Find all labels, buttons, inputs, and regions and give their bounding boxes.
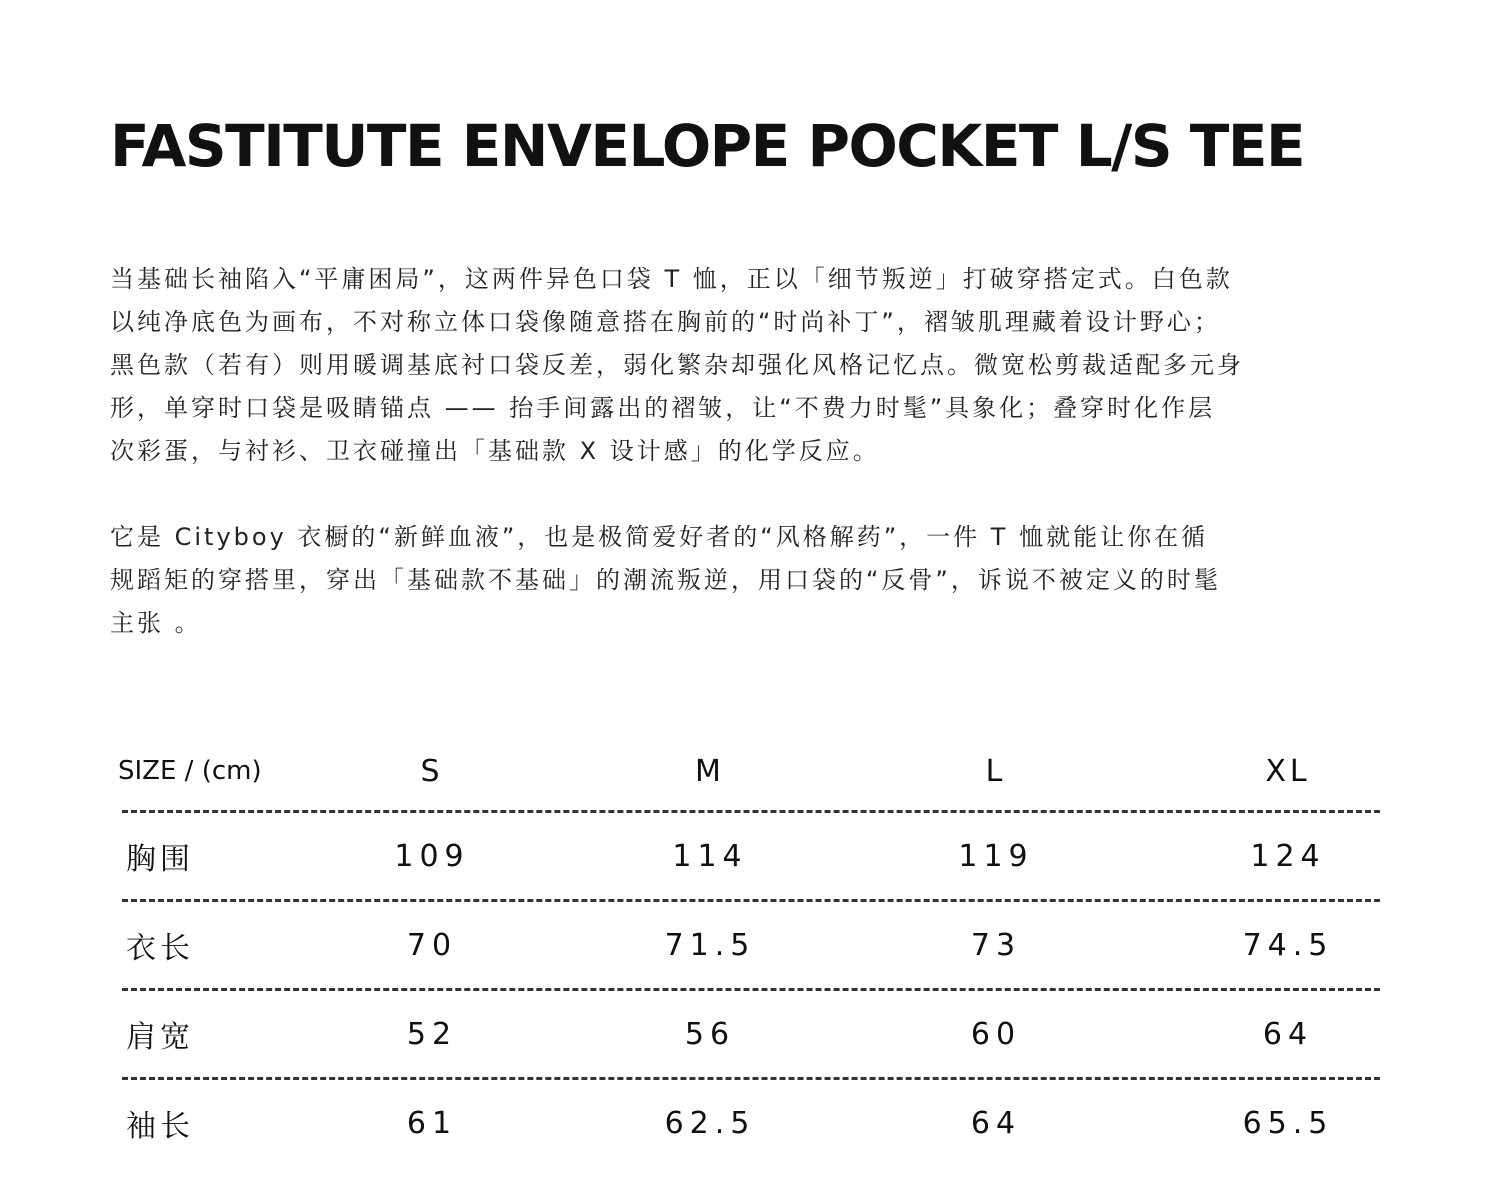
description-line: 规蹈矩的穿搭里，穿出「基础款不基础」的潮流叛逆，用口袋的“反骨”，诉说不被定义的时髦 xyxy=(110,566,1221,594)
table-cell: 114 xyxy=(672,838,748,874)
table-cell: 109 xyxy=(394,838,470,874)
size-header-m: M xyxy=(695,753,725,789)
size-unit-label: SIZE / (cm) xyxy=(118,756,262,786)
size-header-l: L xyxy=(985,753,1007,789)
table-row-chest xyxy=(110,813,1380,899)
table-cell: 60 xyxy=(970,1016,1022,1052)
table-row-shoulder xyxy=(110,991,1380,1077)
table-cell: 74.5 xyxy=(1242,927,1334,963)
description-line: 它是 Cityboy 衣橱的“新鲜血液”，也是极简爱好者的“风格解药”，一件 T 恤就能让你在循 xyxy=(110,523,1209,551)
row-label: 衣长 xyxy=(126,931,194,966)
product-title: FASTITUTE ENVELOPE POCKET L/S TEE xyxy=(110,112,1305,180)
table-row-length xyxy=(110,902,1380,988)
table-cell: 124 xyxy=(1250,838,1326,874)
description-paragraph-1 xyxy=(110,258,1400,473)
size-chart xyxy=(110,732,1380,1166)
description-line: 主张 。 xyxy=(110,609,202,637)
table-cell: 62.5 xyxy=(664,1105,756,1141)
table-cell: 73 xyxy=(970,927,1022,963)
table-row-sleeve xyxy=(110,1080,1380,1166)
table-cell: 61 xyxy=(406,1105,458,1141)
table-cell: 64 xyxy=(1262,1016,1314,1052)
description-line: 次彩蛋，与衬衫、卫衣碰撞出「基础款 X 设计感」的化学反应。 xyxy=(110,437,880,465)
row-label: 袖长 xyxy=(126,1109,194,1144)
table-cell: 65.5 xyxy=(1242,1105,1334,1141)
table-cell: 71.5 xyxy=(664,927,756,963)
size-header-xl: XL xyxy=(1265,753,1311,789)
description-line: 当基础长袖陷入“平庸困局”，这两件异色口袋 T 恤，正以「细节叛逆」打破穿搭定式。白色款 xyxy=(110,265,1233,293)
table-cell: 119 xyxy=(958,838,1034,874)
size-chart-header xyxy=(110,732,1380,810)
table-cell: 56 xyxy=(684,1016,736,1052)
table-cell: 52 xyxy=(406,1016,458,1052)
description-line: 以纯净底色为画布，不对称立体口袋像随意搭在胸前的“时尚补丁”，褶皱肌理藏着设计野心； xyxy=(110,308,1221,336)
row-label: 肩宽 xyxy=(126,1020,194,1055)
row-label: 胸围 xyxy=(126,842,194,877)
description-paragraph-2 xyxy=(110,516,1400,645)
table-cell: 64 xyxy=(970,1105,1022,1141)
description-line: 形，单穿时口袋是吸睛锚点 —— 抬手间露出的褶皱，让“不费力时髦”具象化；叠穿时化作层 xyxy=(110,394,1216,422)
description-line: 黑色款（若有）则用暖调基底衬口袋反差，弱化繁杂却强化风格记忆点。微宽松剪裁适配多元身 xyxy=(110,351,1244,379)
size-header-s: S xyxy=(420,753,444,789)
table-cell: 70 xyxy=(406,927,458,963)
